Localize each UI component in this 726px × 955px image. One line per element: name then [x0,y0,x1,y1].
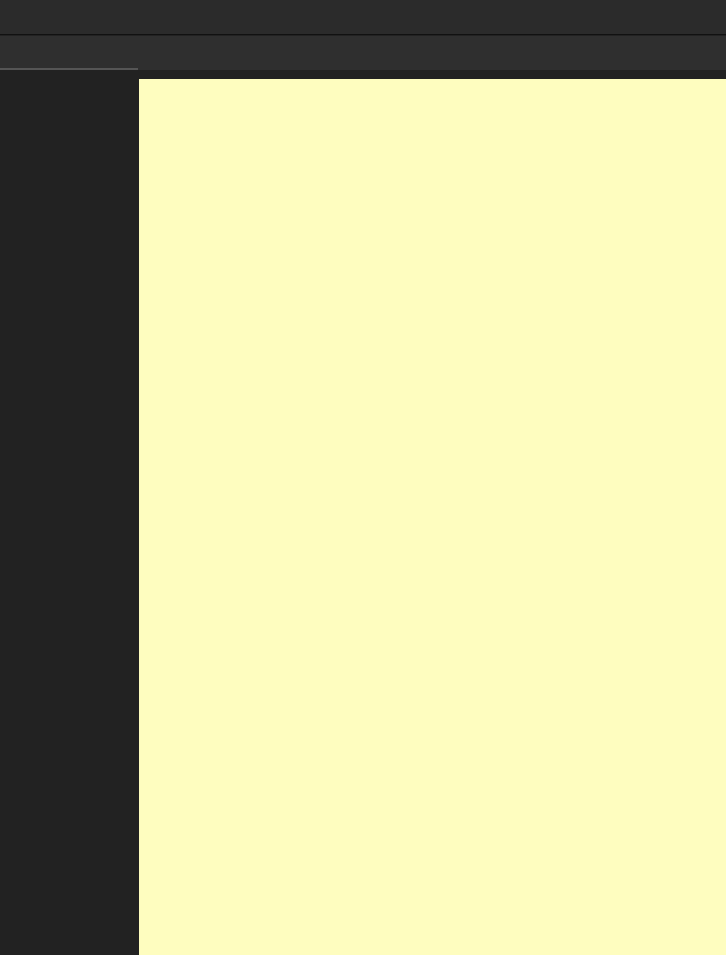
stats-panel [139,79,726,955]
top-tab-bar [0,0,726,35]
sub-tab-bar [0,36,726,70]
sidebar [0,70,138,955]
